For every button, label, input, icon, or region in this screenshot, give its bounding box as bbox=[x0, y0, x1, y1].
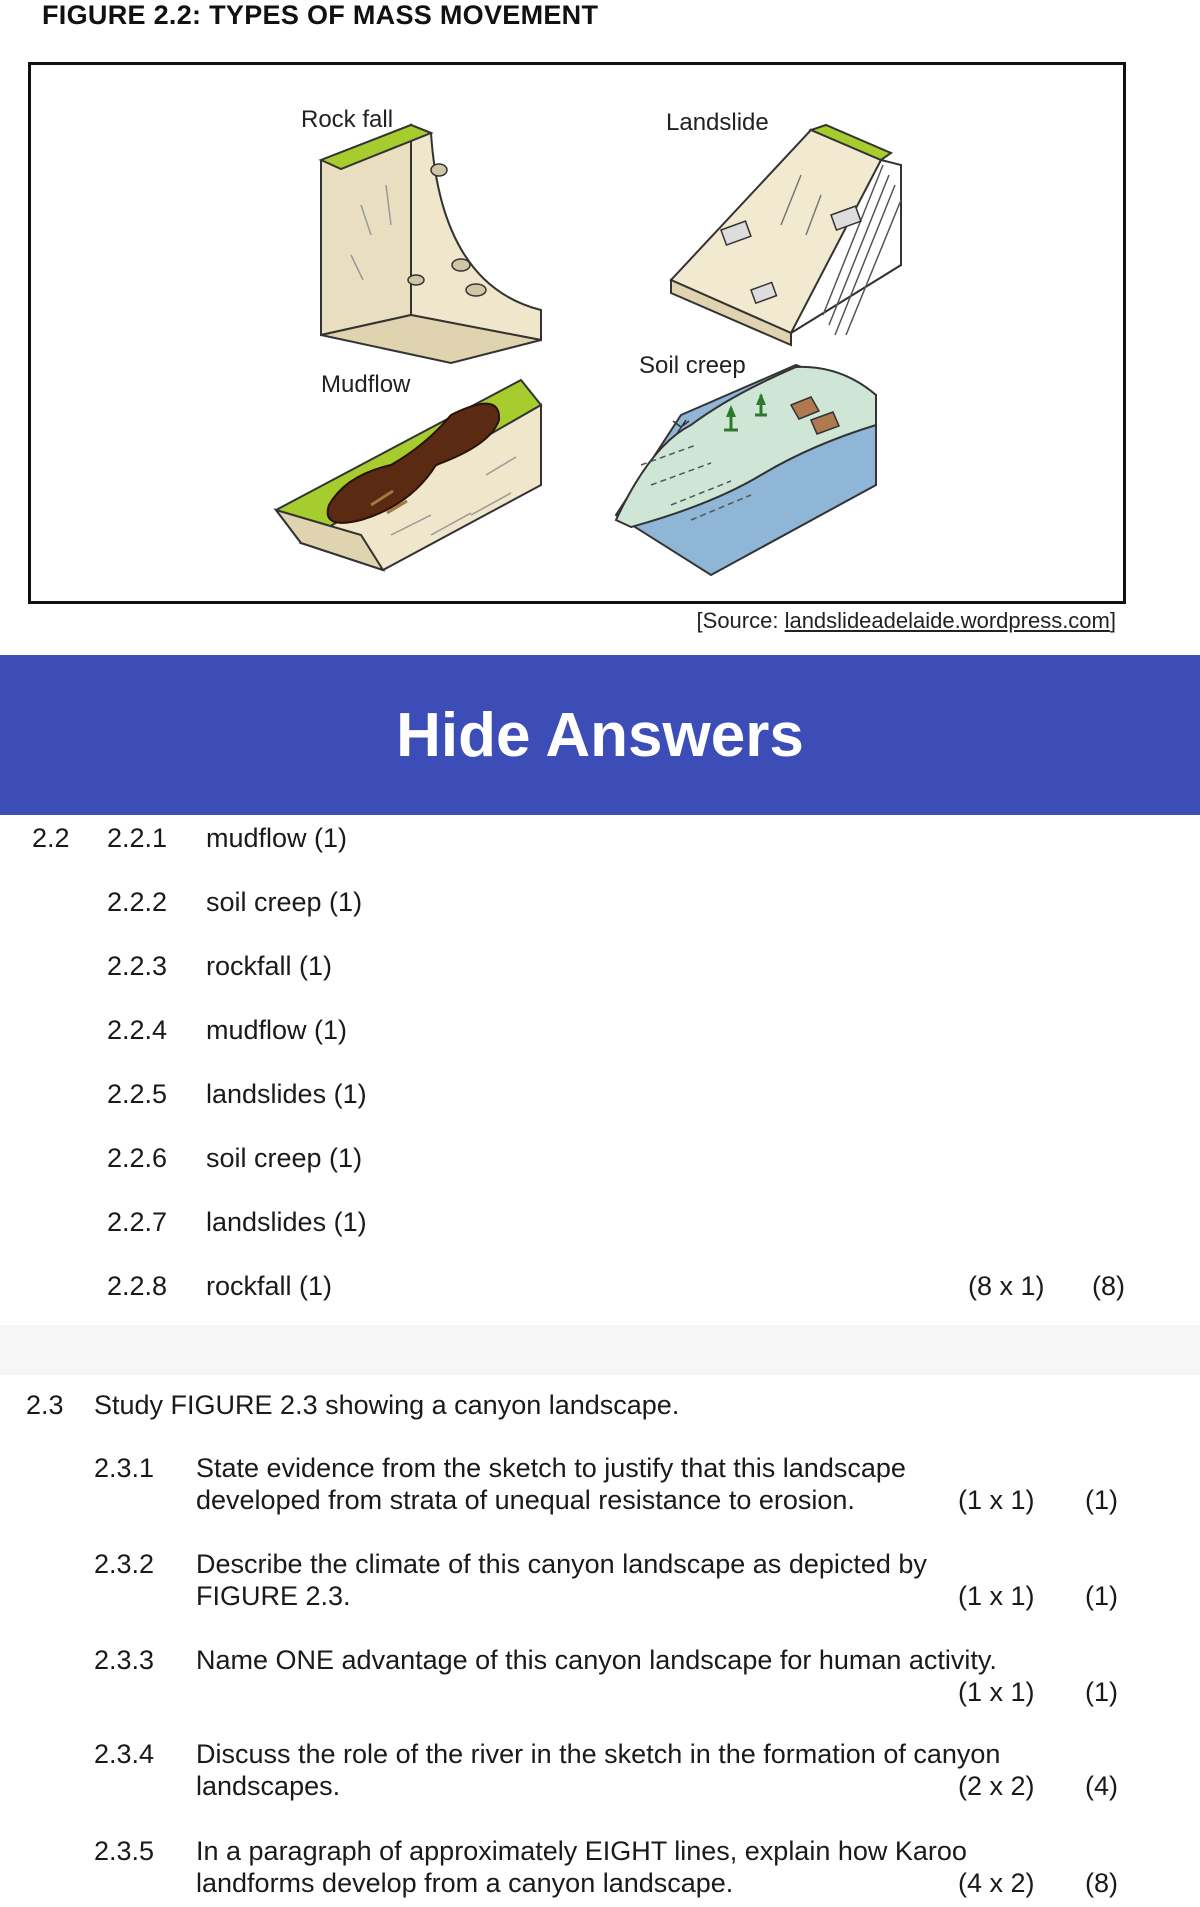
answers-mark-total: (8) bbox=[1092, 1271, 1125, 1301]
mass-movement-illustration bbox=[31, 65, 1123, 601]
answer-row: 2.2.3 rockfall (1) bbox=[107, 951, 333, 981]
answer-row: 2.2.6 soil creep (1) bbox=[107, 1143, 363, 1173]
mudflow-label: Mudflow bbox=[321, 371, 411, 398]
answer-row: 2.2.5 landslides (1) bbox=[107, 1079, 367, 1109]
soil-creep-label: Soil creep bbox=[639, 352, 746, 379]
answer-section-number: 2.2 bbox=[32, 823, 70, 853]
figure-title: FIGURE 2.2: TYPES OF MASS MOVEMENT bbox=[42, 0, 599, 30]
answer-row: 2.2.2 soil creep (1) bbox=[107, 887, 363, 917]
figure-source: [Source: landslideadelaide.wordpress.com] bbox=[696, 608, 1116, 633]
section-divider bbox=[0, 1325, 1200, 1375]
source-link[interactable]: landslideadelaide.wordpress.com bbox=[784, 608, 1110, 633]
answer-row: 2.2.4 mudflow (1) bbox=[107, 1015, 348, 1045]
mudflow-illustration bbox=[276, 380, 541, 570]
answers-mark-calc: (8 x 1) bbox=[968, 1271, 1045, 1301]
answer-row: 2.2.7 landslides (1) bbox=[107, 1207, 367, 1237]
answer-row: 2.2.8 rockfall (1) (8 x 1) (8) bbox=[107, 1271, 1125, 1301]
landslide-illustration bbox=[671, 125, 901, 345]
hide-answers-button[interactable]: Hide Answers bbox=[0, 655, 1200, 815]
answer-row: 2.2 2.2.1 mudflow (1) bbox=[32, 823, 348, 853]
rock-fall-illustration bbox=[321, 125, 541, 363]
soil-creep-illustration bbox=[616, 365, 876, 575]
answers-panel bbox=[0, 815, 1200, 1325]
question-section-number: 2.3 bbox=[26, 1390, 64, 1420]
figure-box bbox=[28, 62, 1126, 604]
rock-fall-label: Rock fall bbox=[301, 106, 394, 133]
landslide-label: Landslide bbox=[666, 109, 769, 136]
